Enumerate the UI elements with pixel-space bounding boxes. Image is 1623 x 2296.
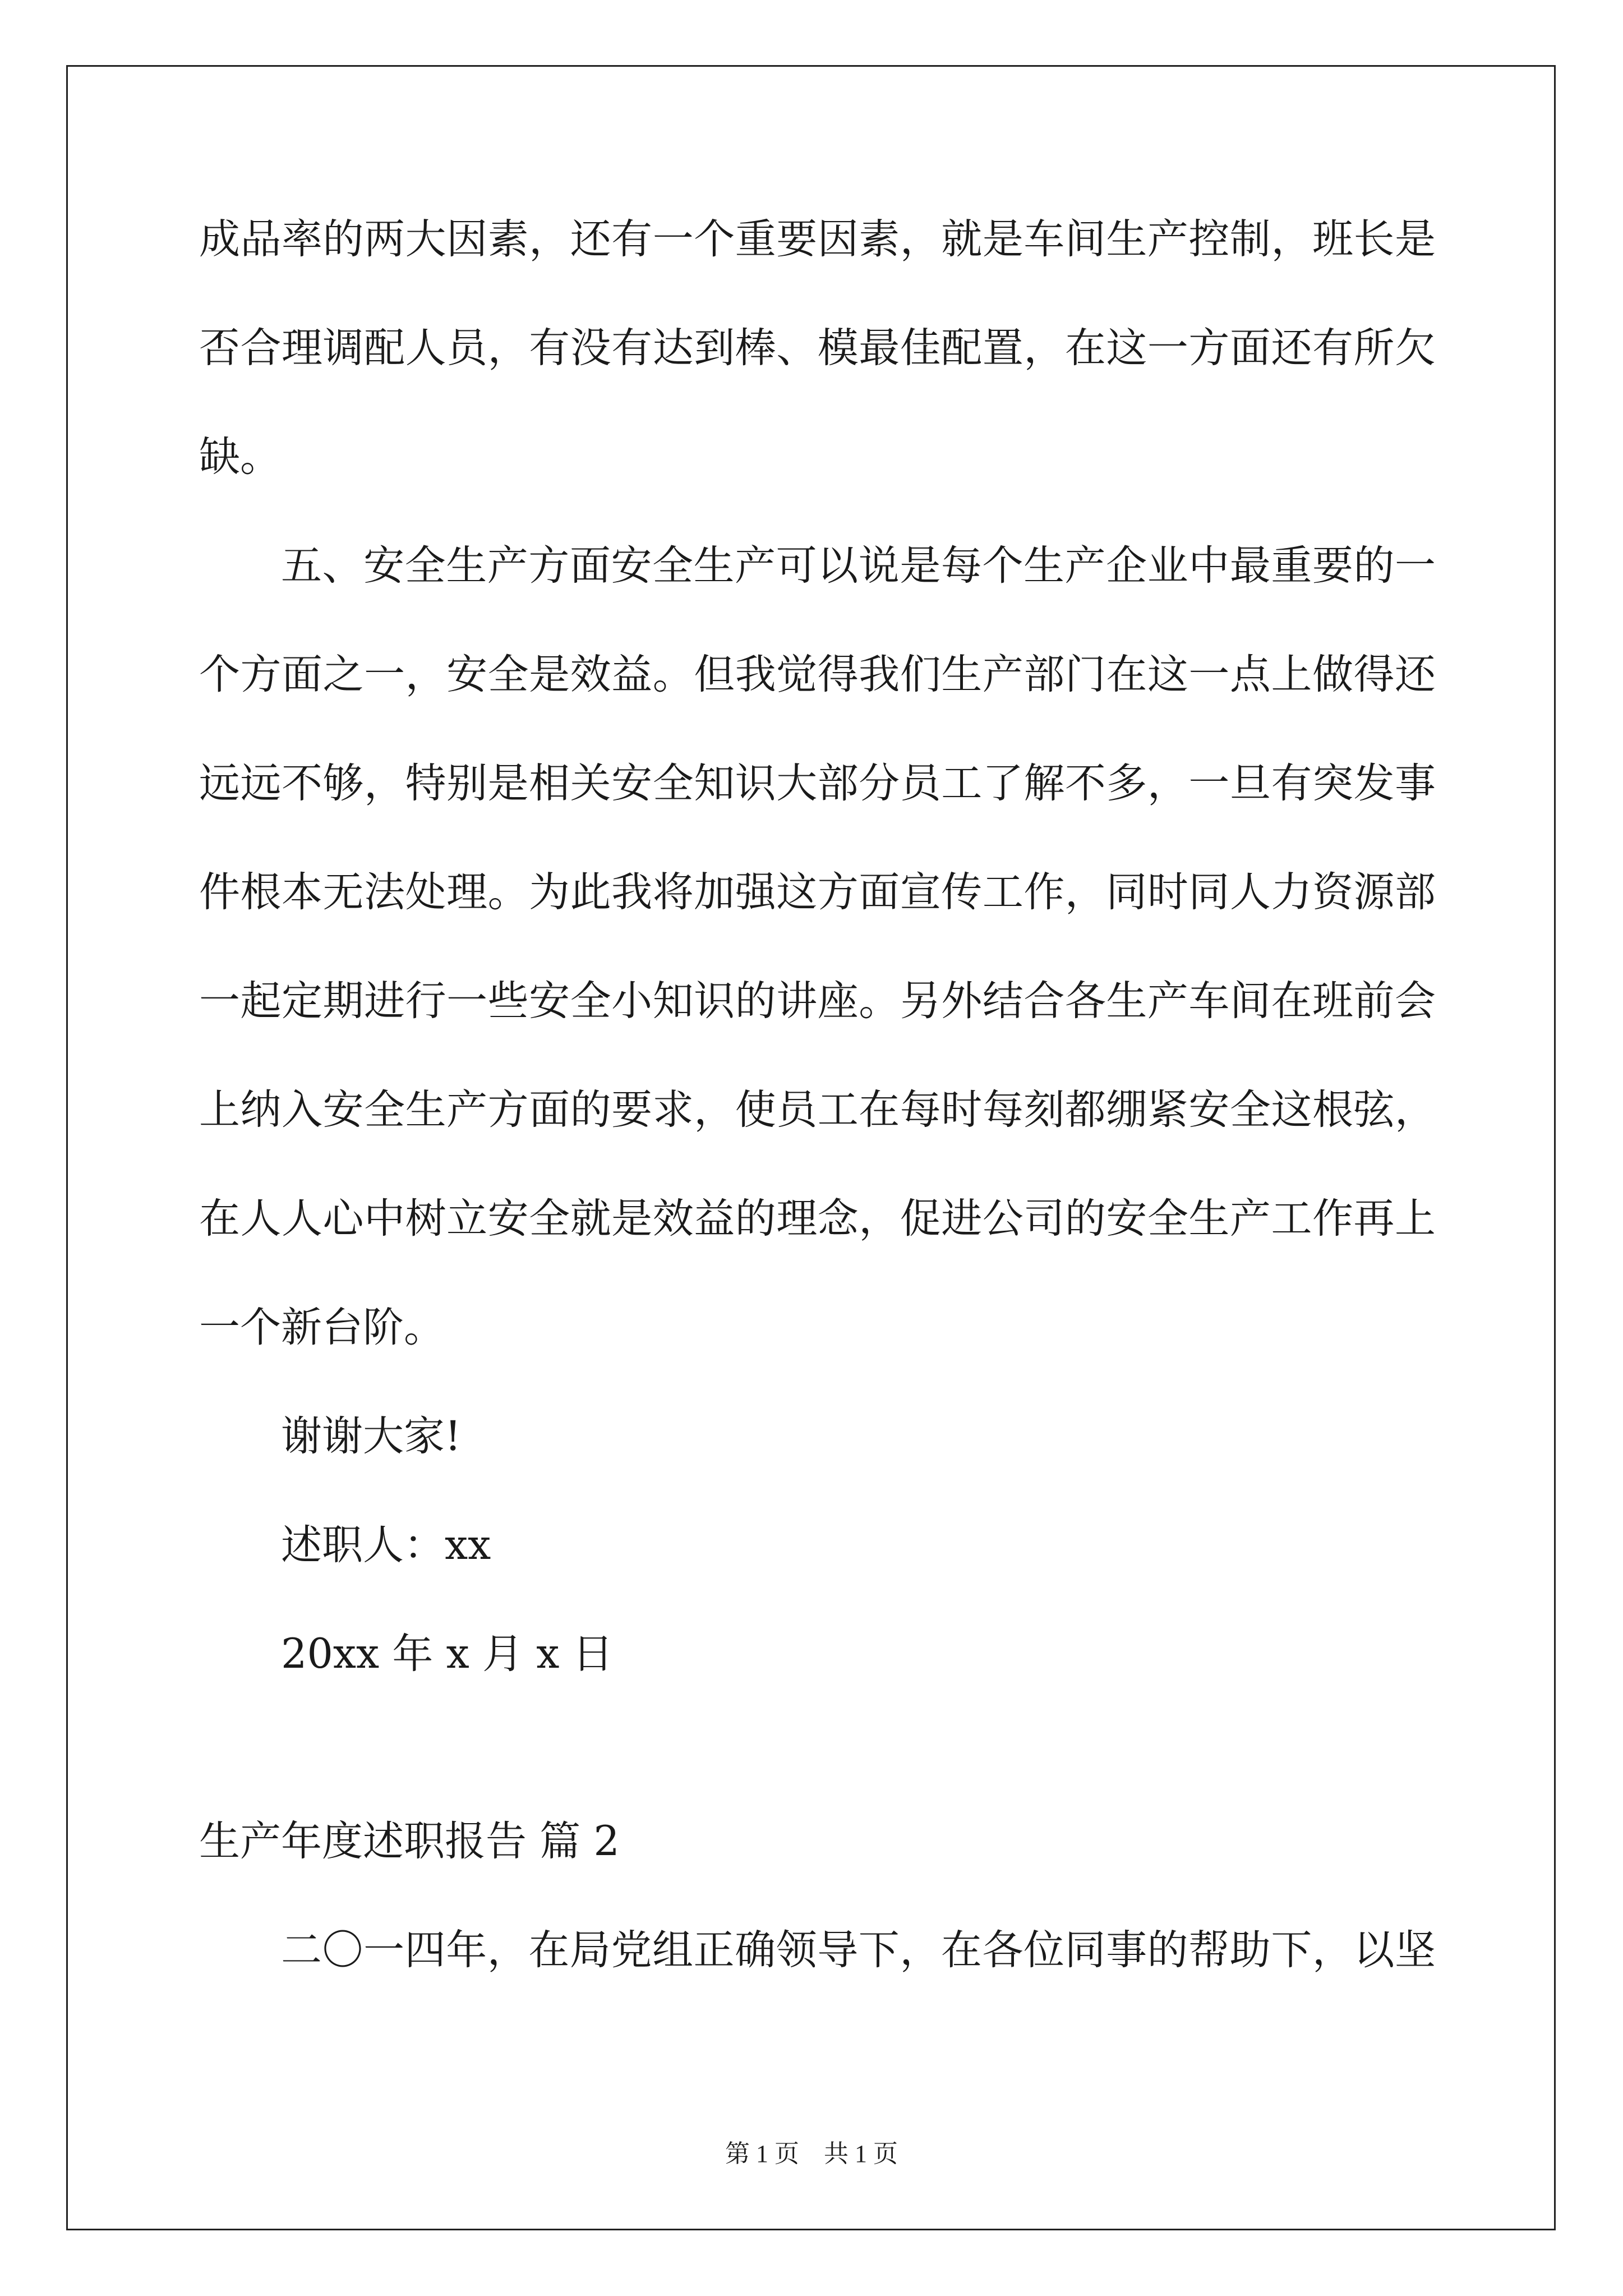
document-body bbox=[199, 185, 1436, 2005]
paragraph-line: 个方面之一，安全是效益。但我觉得我们生产部门在这一点上做得还 bbox=[199, 651, 1436, 698]
paragraph-line: 一起定期进行一些安全小知识的讲座。另外结合各生产车间在班前会 bbox=[199, 977, 1436, 1025]
paragraph-line: 件根本无法处理。为此我将加强这方面宣传工作，同时同人力资源部 bbox=[199, 868, 1436, 916]
section-gap bbox=[199, 1709, 1436, 1787]
reporter-line: 述职人：xx bbox=[281, 1521, 491, 1569]
page-footer: 第 1 页 共 1 页 bbox=[725, 2140, 898, 2168]
paragraph-line: 远远不够，特别是相关安全知识大部分员工了解不多，一旦有突发事 bbox=[199, 760, 1436, 807]
closing-thanks: 谢谢大家! bbox=[281, 1412, 462, 1460]
paragraph-line: 二〇一四年，在局党组正确领导下，在各位同事的帮助下，以坚 bbox=[281, 1926, 1436, 1974]
paragraph-line: 上纳入安全生产方面的要求，使员工在每时每刻都绷紧安全这根弦， bbox=[199, 1086, 1436, 1134]
paragraph-line: 否合理调配人员，有没有达到棒、模最佳配置，在这一方面还有所欠 bbox=[199, 324, 1436, 372]
paragraph-line: 缺。 bbox=[199, 433, 281, 481]
section-title: 生产年度述职报告 篇 2 bbox=[199, 1818, 620, 1865]
paragraph-line: 在人人心中树立安全就是效益的理念，促进公司的安全生产工作再上 bbox=[199, 1195, 1436, 1243]
paragraph-line: 成品率的两大因素，还有一个重要因素，就是车间生产控制，班长是 bbox=[199, 215, 1436, 263]
paragraph-line: 五、安全生产方面安全生产可以说是每个生产企业中最重要的一 bbox=[281, 542, 1436, 590]
paragraph-line: 一个新台阶。 bbox=[199, 1304, 445, 1351]
date-line: 20xx 年 x 月 x 日 bbox=[281, 1630, 614, 1678]
